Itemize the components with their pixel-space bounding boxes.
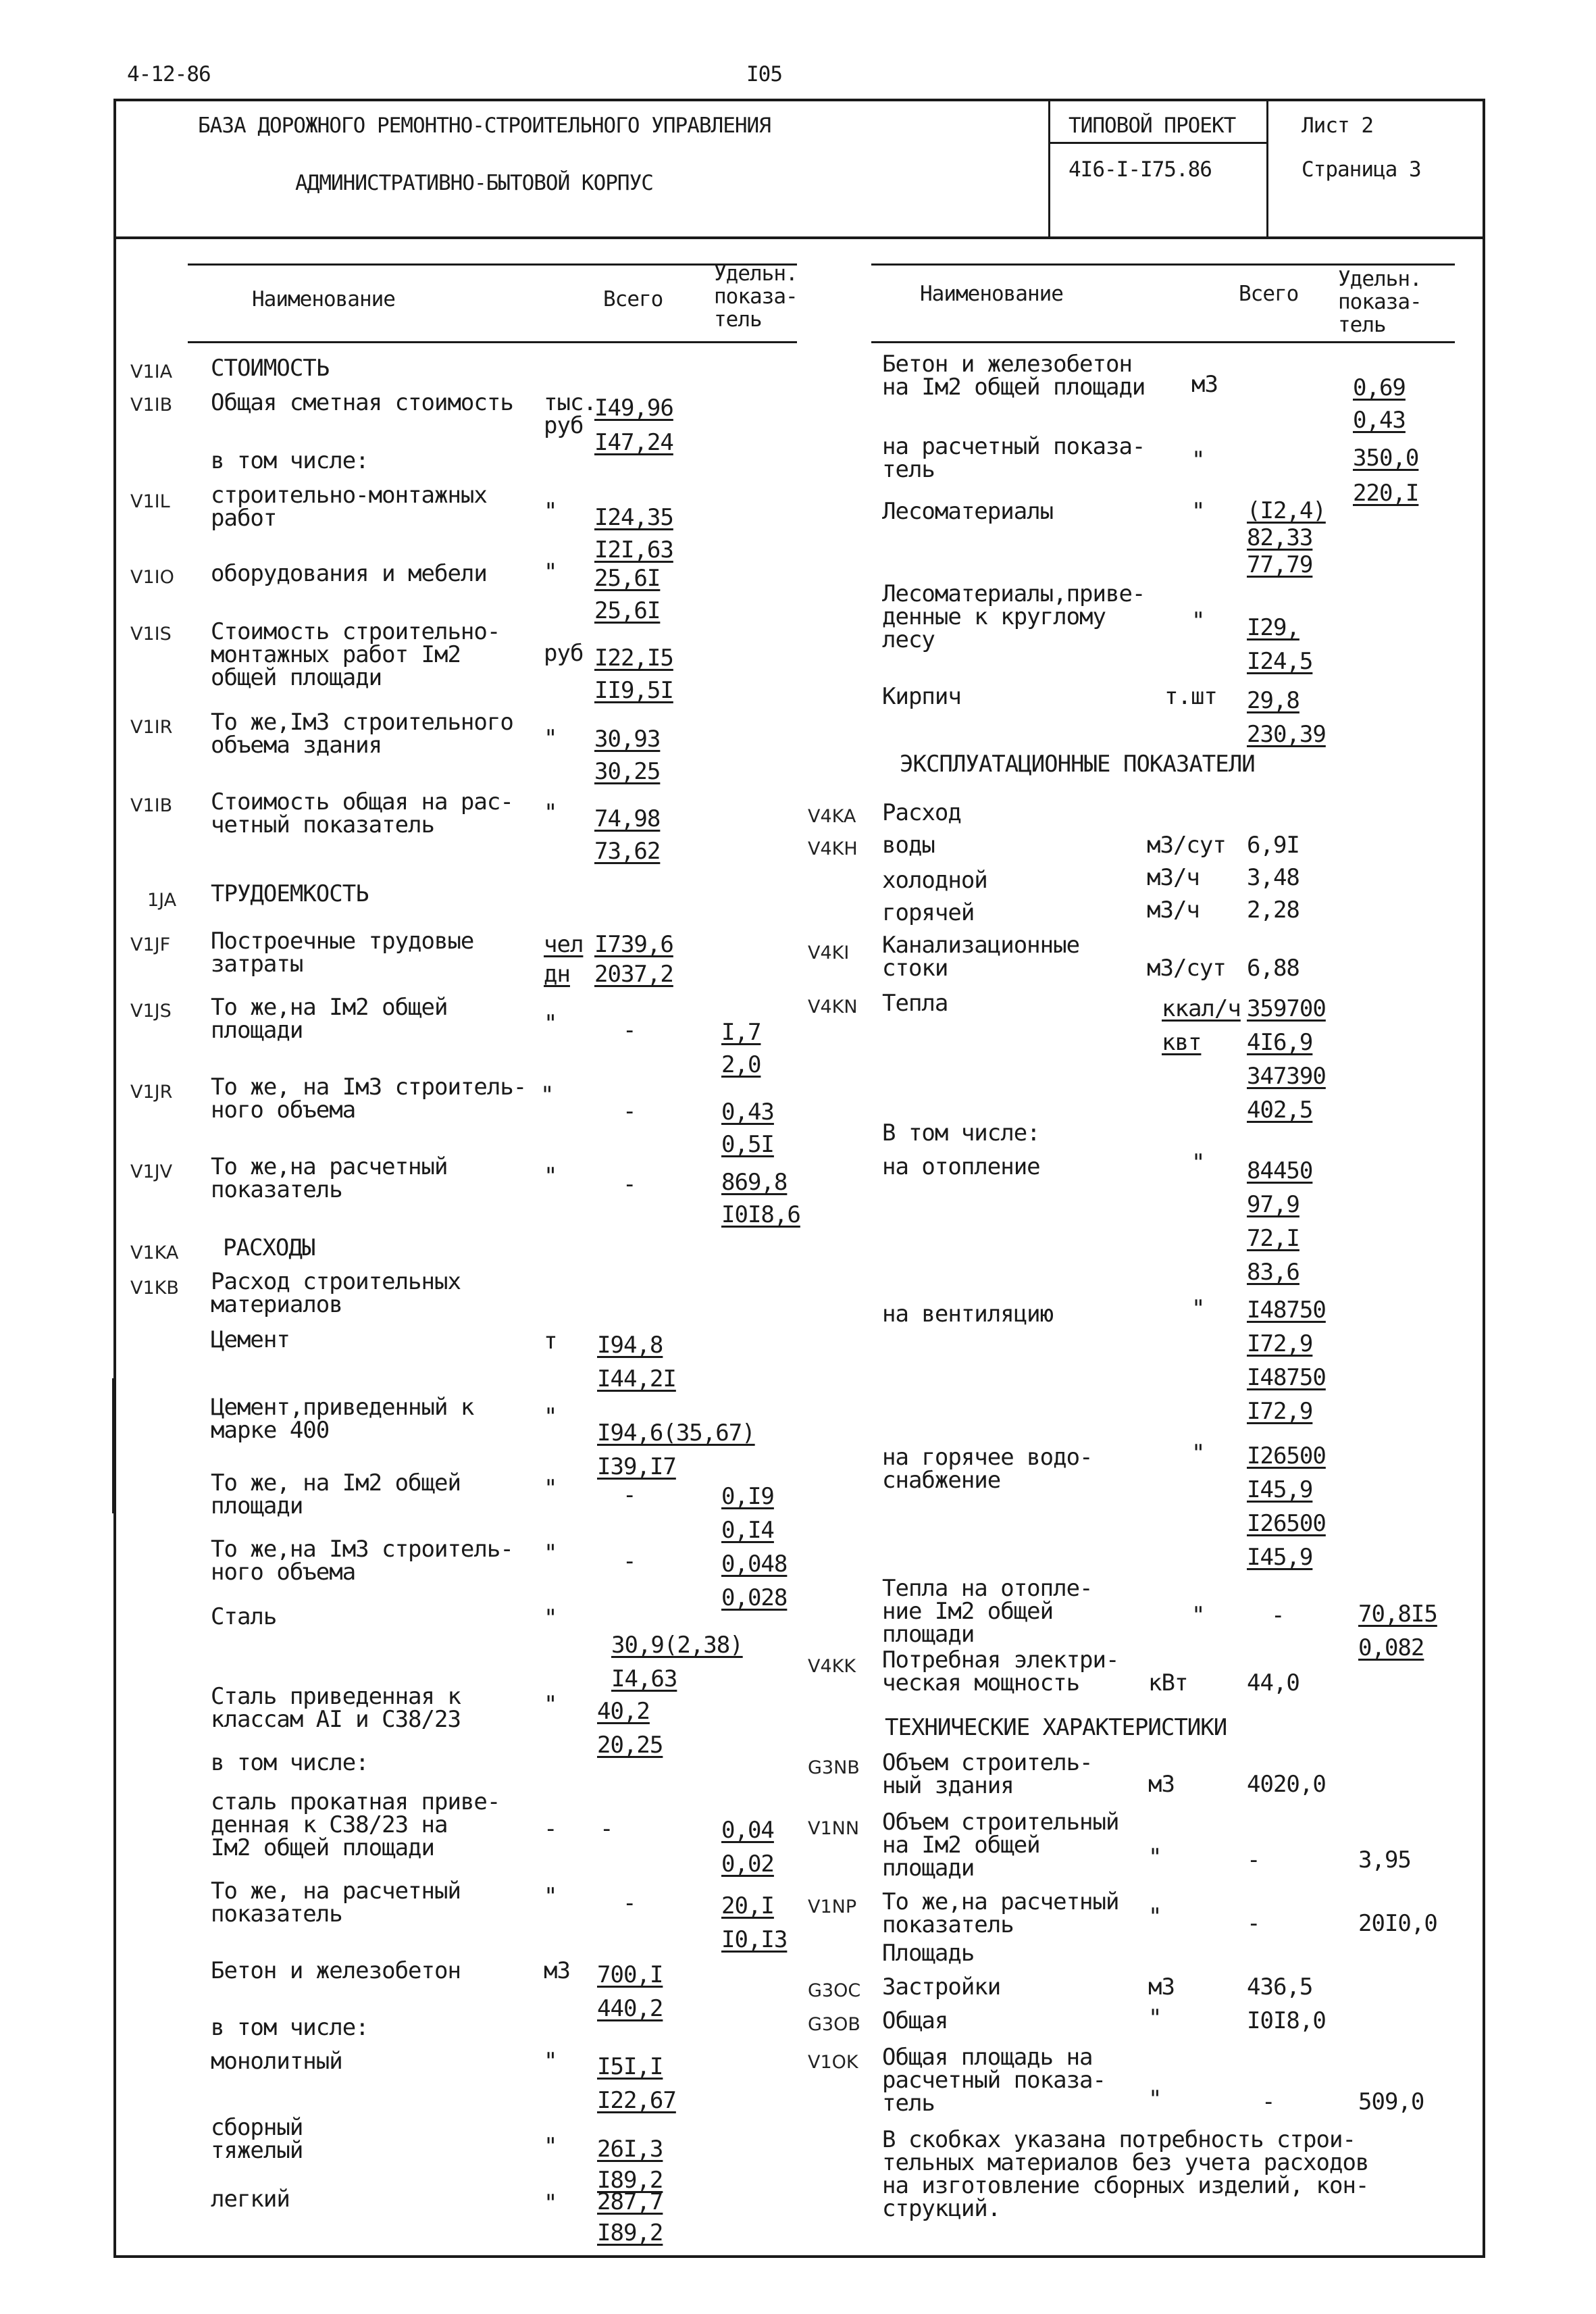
row-code: V1IO bbox=[130, 567, 174, 588]
footnote: В скобках указана потребность строи- тельных материалов без учета расходов на изготовление сборных изделий, кон- струкций. bbox=[882, 2126, 1369, 2222]
row-unit: " bbox=[544, 559, 557, 586]
row-name: Сталь bbox=[211, 1603, 277, 1630]
row-name: на горячее водо- снабжение bbox=[882, 1444, 1093, 1494]
row-name: Канализационные стоки bbox=[882, 932, 1080, 982]
row-unit: " bbox=[544, 2048, 557, 2075]
row-total: 6,9I bbox=[1247, 832, 1299, 859]
row-total: 4020,0 bbox=[1247, 1771, 1326, 1798]
row-name: на расчетный показа- тель bbox=[882, 433, 1145, 483]
row-name: Лесоматериалы bbox=[882, 498, 1054, 525]
row-total: 40,2 20,25 bbox=[597, 1698, 663, 1759]
left-head-bottom-line bbox=[188, 341, 797, 343]
row-code: G3OB bbox=[808, 2014, 860, 2035]
row-unit: ккал/ч квт bbox=[1162, 995, 1241, 1056]
row-code: V1KB bbox=[130, 1278, 179, 1299]
org-title: БАЗА ДОРОЖНОГО РЕМОНТНО-СТРОИТЕЛЬНОГО УПРАВЛЕНИЯ bbox=[198, 114, 771, 138]
row-code: V1IB bbox=[130, 395, 173, 416]
row-total: 30,9(2,38) I4,63 bbox=[611, 1632, 743, 1692]
row-name: в том числе: bbox=[211, 447, 369, 474]
row-unit: " bbox=[1148, 2086, 1162, 2113]
row-name: То же,на Iм2 общей площади bbox=[211, 994, 448, 1044]
row-unit: " bbox=[1191, 1602, 1205, 1629]
row-total: I29, I24,5 bbox=[1247, 614, 1313, 675]
row-name: Расход строительных материалов bbox=[211, 1268, 461, 1318]
row-name: Построечные трудовые затраты bbox=[211, 928, 474, 978]
row-total: - bbox=[623, 1482, 636, 1509]
row-name: легкий bbox=[211, 2186, 290, 2213]
row-total: I94,8 I44,2I bbox=[597, 1332, 676, 1392]
row-specific: 0,048 0,028 bbox=[721, 1551, 788, 1611]
row-code: V1OK bbox=[808, 2052, 858, 2073]
row-name: Бетон и железобетон bbox=[211, 1957, 461, 1984]
row-total: 44,0 bbox=[1247, 1669, 1299, 1696]
row-specific: 70,8I5 0,082 bbox=[1358, 1601, 1437, 1661]
row-total: I5I,I I22,67 bbox=[597, 2053, 676, 2114]
row-unit: " bbox=[544, 1691, 557, 1718]
row-unit: " bbox=[544, 1010, 557, 1037]
row-name: сталь прокатная приве- денная к C38/23 на Iм2 общей площади bbox=[211, 1788, 500, 1861]
row-total: 25,6I 25,6I bbox=[594, 565, 661, 624]
frame-top-border bbox=[113, 99, 1485, 101]
row-name: То же,на расчетный показатель bbox=[882, 1888, 1119, 1938]
row-total: - bbox=[623, 1890, 636, 1917]
row-code: V1KA bbox=[130, 1242, 179, 1263]
project-label: ТИПОВОЙ ПРОЕКТ bbox=[1069, 114, 1236, 138]
row-name: Площадь bbox=[882, 1940, 975, 1967]
row-unit: " bbox=[1148, 2005, 1162, 2032]
header-divider-2 bbox=[1266, 99, 1268, 238]
row-specific: 509,0 bbox=[1358, 2088, 1424, 2115]
row-name: То же,на расчетный показатель bbox=[211, 1153, 448, 1203]
row-code: V1IS bbox=[130, 624, 172, 645]
row-total: - bbox=[623, 1017, 636, 1044]
row-code: V4KN bbox=[808, 997, 858, 1017]
row-unit: м3/сут bbox=[1147, 955, 1226, 982]
row-total: 6,88 bbox=[1247, 955, 1299, 982]
left-col-total: Всего bbox=[603, 287, 663, 311]
row-name: Бетон и железобетон на Iм2 общей площади bbox=[882, 351, 1145, 401]
row-name: СТОИМОСТЬ bbox=[211, 355, 330, 382]
row-name: В том числе: bbox=[882, 1120, 1040, 1147]
row-specific: I,7 2,0 bbox=[721, 1019, 761, 1078]
row-unit: " bbox=[1148, 1844, 1162, 1871]
row-unit: - bbox=[544, 1815, 557, 1842]
row-name: монолитный bbox=[211, 2048, 342, 2075]
row-name: То же,на Iм3 строитель- ного объема bbox=[211, 1536, 513, 1586]
page-label: Страница 3 bbox=[1302, 157, 1421, 182]
row-total: - bbox=[600, 1815, 613, 1842]
row-total: (I2,4) 82,33 77,79 bbox=[1247, 497, 1326, 578]
row-specific: 3,95 bbox=[1358, 1846, 1411, 1873]
row-unit: " bbox=[1191, 607, 1205, 634]
binding-mark bbox=[112, 1378, 115, 1513]
row-name: Цемент,приведенный к марке 400 bbox=[211, 1394, 474, 1444]
row-total: 359700 4I6,9 347390 402,5 bbox=[1247, 995, 1326, 1124]
row-name: на отопление bbox=[882, 1153, 1040, 1180]
row-code: G3NB bbox=[808, 1757, 860, 1778]
row-total: - bbox=[1271, 1602, 1285, 1629]
row-total: I26500 I45,9 I26500 I45,9 bbox=[1247, 1442, 1326, 1571]
row-code: V4KH bbox=[808, 838, 858, 859]
row-name: То же, на расчетный показатель bbox=[211, 1878, 461, 1928]
row-unit: " bbox=[544, 498, 557, 525]
page-number: I05 bbox=[746, 62, 782, 86]
row-unit: кВт bbox=[1148, 1669, 1188, 1696]
row-unit: " bbox=[544, 1403, 557, 1430]
row-name: Объем строительный на Iм2 общей площади bbox=[882, 1809, 1119, 1882]
row-specific: 0,I9 0,I4 bbox=[721, 1483, 774, 1544]
row-total: 30,93 30,25 bbox=[594, 726, 661, 785]
row-name: воды bbox=[882, 832, 935, 859]
row-code: V4KA bbox=[808, 806, 856, 827]
row-total: I49,96 I47,24 bbox=[594, 395, 673, 456]
row-specific: 0,43 0,5I bbox=[721, 1099, 774, 1158]
frame-bottom-border bbox=[113, 2255, 1485, 2258]
header-divider-3 bbox=[1048, 142, 1266, 144]
section-heading: ТЕХНИЧЕСКИЕ ХАРАКТЕРИСТИКИ bbox=[885, 1714, 1227, 1741]
row-unit: " bbox=[540, 1082, 554, 1109]
row-unit: " bbox=[544, 1475, 557, 1502]
row-total: 700,I 440,2 bbox=[597, 1961, 663, 2022]
row-code: V4KI bbox=[808, 942, 850, 963]
row-code: 1JA bbox=[147, 890, 177, 911]
row-unit: " bbox=[544, 799, 557, 826]
row-total: - bbox=[1247, 1846, 1260, 1873]
header-divider-1 bbox=[1048, 99, 1050, 238]
row-name: Общая сметная стоимость bbox=[211, 389, 513, 416]
row-code: V1IB bbox=[130, 795, 173, 816]
row-name: в том числе: bbox=[211, 2014, 369, 2041]
row-unit: тыс. руб bbox=[544, 389, 596, 439]
row-name: Общая площадь на расчетный показа- тель bbox=[882, 2044, 1106, 2117]
row-name: Объем строитель- ный здания bbox=[882, 1749, 1093, 1799]
row-specific: 350,0 220,I bbox=[1353, 445, 1419, 507]
row-code: V4KK bbox=[808, 1656, 856, 1677]
section-heading: ЭКСПЛУАТАЦИОННЫЕ ПОКАЗАТЕЛИ bbox=[900, 751, 1255, 778]
row-name: строительно-монтажных работ bbox=[211, 482, 487, 532]
row-code: V1JF bbox=[130, 934, 171, 955]
row-code: V1NP bbox=[808, 1896, 857, 1917]
row-name: Лесоматериалы,приве- денные к круглому лесу bbox=[882, 580, 1145, 653]
row-unit: м3 bbox=[544, 1957, 570, 1984]
right-head-top-line bbox=[871, 263, 1455, 266]
row-code: V1IR bbox=[130, 717, 173, 738]
row-name: Тепла bbox=[882, 990, 948, 1017]
left-col-specific: Удельн. показа- тель bbox=[714, 261, 798, 332]
row-total: I48750 I72,9 I48750 I72,9 bbox=[1247, 1297, 1326, 1425]
row-name: Общая bbox=[882, 2007, 948, 2034]
row-total: - bbox=[623, 1098, 636, 1125]
row-unit: " bbox=[1191, 1440, 1205, 1467]
right-col-name: Наименование bbox=[920, 282, 1063, 306]
row-name: То же,Iм3 строительного объема здания bbox=[211, 709, 513, 759]
row-unit: м3/ч bbox=[1147, 897, 1200, 924]
row-name: То же, на Iм2 общей площади bbox=[211, 1469, 461, 1519]
row-total: I739,6 2037,2 bbox=[594, 931, 673, 988]
row-unit: " bbox=[1191, 1149, 1205, 1176]
row-total: 287,7 I89,2 bbox=[597, 2188, 663, 2246]
row-specific: 0,69 0,43 bbox=[1353, 374, 1406, 434]
row-total: I22,I5 II9,5I bbox=[594, 645, 673, 704]
row-unit: " bbox=[544, 725, 557, 752]
header-bottom-border bbox=[113, 236, 1485, 239]
row-total: - bbox=[1247, 1910, 1260, 1937]
row-name: на вентиляцию bbox=[882, 1301, 1054, 1328]
row-unit: " bbox=[544, 1163, 557, 1190]
row-name: горячей bbox=[882, 899, 975, 926]
right-head-bottom-line bbox=[871, 341, 1455, 343]
row-code: V1NN bbox=[808, 1818, 860, 1839]
row-name: Стоимость строительно- монтажных работ Iм2 общей площади bbox=[211, 618, 500, 691]
row-unit: " bbox=[1191, 498, 1205, 525]
row-name: Потребная электри- ческая мощность bbox=[882, 1646, 1119, 1696]
row-total: 84450 97,9 72,I 83,6 bbox=[1247, 1157, 1313, 1286]
right-col-total: Всего bbox=[1239, 282, 1299, 306]
row-name: Застройки bbox=[882, 1973, 1001, 2001]
row-name: Кирпич bbox=[882, 683, 961, 710]
sheet-number: Лист 2 bbox=[1302, 114, 1373, 138]
row-specific: 869,8 I0I8,6 bbox=[721, 1169, 800, 1228]
row-unit: " bbox=[544, 1605, 557, 1632]
row-specific: 20I0,0 bbox=[1358, 1910, 1437, 1937]
row-total: 74,98 73,62 bbox=[594, 805, 661, 865]
row-total: 26I,3 I89,2 bbox=[597, 2136, 663, 2194]
row-name: в том числе: bbox=[211, 1749, 369, 1776]
row-unit: м3 bbox=[1191, 371, 1218, 398]
row-unit: " bbox=[544, 2190, 557, 2217]
frame-right-border bbox=[1483, 99, 1485, 2258]
row-name: РАСХОДЫ bbox=[223, 1234, 315, 1261]
row-unit: " bbox=[544, 2133, 557, 2160]
row-unit: м3 bbox=[1148, 1771, 1175, 1798]
row-total: 436,5 bbox=[1247, 1973, 1313, 2001]
row-name: холодной bbox=[882, 867, 987, 894]
row-code: V1JR bbox=[130, 1082, 173, 1103]
left-head-top-line bbox=[188, 263, 797, 266]
row-name: Стоимость общая на рас- четный показатель bbox=[211, 788, 513, 838]
row-total: I24,35 I2I,63 bbox=[594, 504, 673, 563]
row-unit: м3/сут bbox=[1147, 832, 1226, 859]
row-name: То же, на Iм3 строитель- ного объема bbox=[211, 1074, 527, 1124]
row-name: Тепла на отопле- ние Iм2 общей площади bbox=[882, 1575, 1093, 1648]
building-title: АДМИНИСТРАТИВНО-БЫТОВОЙ КОРПУС bbox=[295, 171, 653, 195]
row-unit: " bbox=[544, 1540, 557, 1567]
row-unit: т bbox=[544, 1328, 557, 1355]
row-total: - bbox=[623, 1548, 636, 1575]
row-name: Сталь приведенная к классам AI и C38/23 bbox=[211, 1683, 461, 1733]
row-specific: 0,04 0,02 bbox=[721, 1817, 774, 1878]
row-total: 29,8 230,39 bbox=[1247, 687, 1326, 748]
row-unit: " bbox=[1148, 1903, 1162, 1930]
row-name: ТРУДОЕМКОСТЬ bbox=[211, 880, 369, 907]
row-unit: т.шт bbox=[1164, 683, 1217, 710]
row-code: G3OC bbox=[808, 1980, 861, 2001]
row-name: Цемент bbox=[211, 1326, 290, 1353]
row-specific: 20,I I0,I3 bbox=[721, 1892, 788, 1953]
row-code: V1JV bbox=[130, 1161, 173, 1182]
row-code: V1JS bbox=[130, 1001, 172, 1022]
row-total: I94,6(35,67) I39,I7 bbox=[597, 1419, 755, 1480]
row-unit: " bbox=[1191, 447, 1205, 474]
row-unit: м3/ч bbox=[1147, 864, 1200, 891]
row-unit: чел дн bbox=[544, 931, 584, 988]
row-total: - bbox=[623, 1171, 636, 1198]
doc-code: 4-12-86 bbox=[127, 62, 211, 86]
row-name: Расход bbox=[882, 799, 961, 826]
row-total: 3,48 bbox=[1247, 864, 1299, 891]
right-col-specific: Удельн. показа- тель bbox=[1338, 267, 1422, 337]
left-col-name: Наименование bbox=[252, 287, 395, 311]
row-unit: м3 bbox=[1148, 1973, 1175, 2001]
row-name: сборный тяжелый bbox=[211, 2114, 303, 2164]
row-unit: руб bbox=[544, 640, 584, 667]
row-unit: " bbox=[544, 1883, 557, 1910]
project-number: 4I6-I-I75.86 bbox=[1069, 157, 1212, 182]
row-total: - bbox=[1262, 2088, 1275, 2115]
row-code: V1IA bbox=[130, 361, 173, 382]
row-total: I0I8,0 bbox=[1247, 2007, 1326, 2034]
frame-left-border bbox=[113, 99, 116, 2258]
row-code: V1IL bbox=[130, 491, 170, 512]
row-name: оборудования и мебели bbox=[211, 560, 487, 587]
row-unit: " bbox=[1191, 1295, 1205, 1322]
row-total: 2,28 bbox=[1247, 897, 1299, 924]
